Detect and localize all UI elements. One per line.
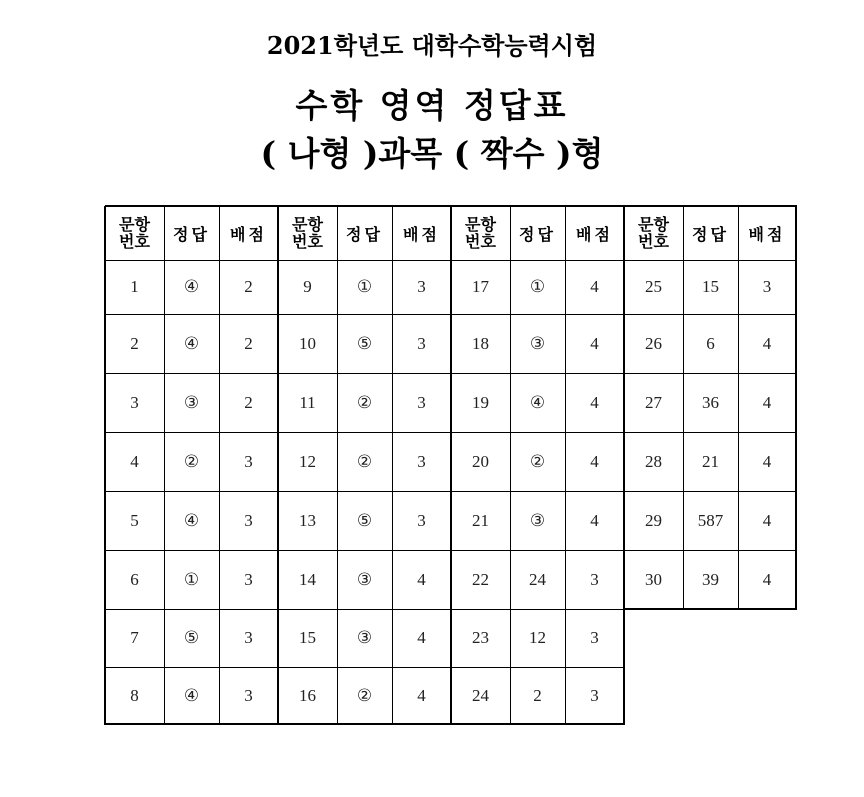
answer-value: ⑤	[183, 628, 200, 647]
answer-value: ③	[529, 510, 546, 530]
answer-value: ④	[183, 510, 200, 530]
answer-value: 39	[702, 569, 719, 589]
table-vertical-rule	[450, 206, 452, 725]
table-vertical-rule	[219, 206, 220, 725]
score-value: 3	[417, 451, 426, 471]
question-number: 14	[299, 569, 316, 589]
header-score: 배점	[576, 224, 613, 244]
answer-value: ①	[356, 277, 373, 296]
score-value: 4	[762, 392, 772, 412]
score-value: 2	[244, 333, 253, 353]
header-question-number	[451, 206, 510, 260]
score-value: 3	[417, 333, 426, 353]
answer-value: ②	[356, 451, 373, 471]
question-number: 19	[472, 392, 489, 412]
score-value: 4	[417, 569, 426, 589]
score-value: 3	[590, 685, 599, 705]
answer-value: ④	[183, 277, 200, 296]
question-number: 29	[645, 510, 662, 530]
answer-value: ②	[356, 685, 373, 705]
header-number-line1: 문항	[638, 215, 669, 234]
table-vertical-rule	[392, 206, 393, 725]
score-value: 3	[417, 392, 426, 412]
page-subtitle: ( 나형 )과목 ( 짝수 )형	[260, 134, 604, 173]
header-score: 배점	[748, 224, 786, 244]
answer-value: 6	[706, 333, 715, 353]
answer-value: 587	[697, 510, 724, 530]
question-number: 26	[645, 333, 662, 353]
table-vertical-rule	[738, 206, 739, 610]
answer-value: ②	[356, 392, 373, 412]
answer-value: ③	[356, 569, 373, 589]
header-question-number	[624, 206, 683, 260]
score-value: 3	[244, 685, 253, 705]
score-value: 4	[590, 392, 599, 412]
header-score: 배점	[230, 224, 267, 244]
table-vertical-rule	[795, 206, 797, 610]
score-value: 3	[244, 569, 253, 589]
question-number: 9	[303, 277, 312, 296]
answer-value: ③	[356, 628, 373, 647]
score-value: 2	[244, 392, 253, 412]
score-value: 3	[417, 510, 426, 530]
question-number: 27	[645, 392, 662, 412]
answer-value: ③	[529, 333, 546, 353]
header-answer: 정답	[692, 224, 729, 244]
header-number-line2: 번호	[465, 232, 496, 251]
question-number: 21	[472, 510, 489, 530]
answer-value: 21	[702, 451, 719, 471]
table-horizontal-rule	[624, 608, 797, 610]
score-value: 3	[417, 277, 426, 296]
header-number-line1: 문항	[119, 215, 150, 234]
score-value: 4	[590, 451, 599, 471]
question-number: 24	[472, 685, 489, 705]
question-number: 12	[299, 451, 316, 471]
question-number: 18	[472, 333, 489, 353]
score-value: 2	[244, 277, 253, 296]
question-number: 10	[299, 333, 316, 353]
answer-value: 15	[702, 277, 719, 296]
question-number: 13	[299, 510, 316, 530]
header-number-line2: 번호	[292, 232, 323, 251]
question-number: 11	[299, 392, 316, 412]
table-vertical-rule	[683, 206, 684, 610]
score-value: 3	[244, 451, 253, 471]
score-value: 4	[762, 451, 772, 471]
answer-value: 24	[529, 569, 546, 589]
question-number: 30	[645, 569, 662, 589]
table-vertical-rule	[623, 206, 625, 725]
question-number: 5	[130, 510, 139, 530]
score-value: 3	[762, 277, 772, 296]
score-value: 4	[417, 685, 426, 705]
page-title: 수학 영역 정답표	[295, 86, 569, 125]
answer-value: ④	[183, 333, 200, 353]
question-number: 17	[472, 277, 489, 296]
table-vertical-rule	[337, 206, 338, 725]
score-value: 4	[590, 277, 599, 296]
answer-value: ④	[183, 685, 200, 705]
question-number: 4	[130, 451, 139, 471]
score-value: 3	[244, 628, 253, 647]
table-vertical-rule	[104, 206, 106, 725]
score-value: 4	[590, 333, 599, 353]
question-number: 28	[645, 451, 662, 471]
score-value: 3	[590, 569, 599, 589]
table-vertical-rule	[510, 206, 511, 725]
question-number: 25	[645, 277, 662, 296]
score-value: 3	[244, 510, 253, 530]
answer-value: 2	[533, 685, 542, 705]
header-score: 배점	[403, 224, 440, 244]
table-vertical-rule	[565, 206, 566, 725]
question-number: 15	[299, 628, 316, 647]
answer-value: ④	[529, 392, 546, 412]
answer-value: ②	[183, 451, 200, 471]
question-number: 22	[472, 569, 489, 589]
question-number: 7	[130, 628, 139, 647]
header-question-number	[105, 206, 164, 260]
answer-value: ⑤	[356, 510, 373, 530]
answer-value: 36	[702, 392, 719, 412]
answer-value: ③	[183, 392, 200, 412]
header-number-line1: 문항	[465, 215, 496, 234]
question-number: 2	[130, 333, 139, 353]
header-answer: 정답	[173, 224, 210, 244]
answer-value: ②	[529, 451, 546, 471]
question-number: 23	[472, 628, 489, 647]
score-value: 4	[417, 628, 426, 647]
question-number: 6	[130, 569, 139, 589]
table-vertical-rule	[277, 206, 279, 725]
score-value: 4	[762, 333, 772, 353]
question-number: 20	[472, 451, 489, 471]
header-number-line1: 문항	[292, 215, 323, 234]
header-answer: 정답	[519, 224, 556, 244]
exam-title: 2021학년도 대학수학능력시험	[266, 31, 598, 60]
header-number-line2: 번호	[119, 232, 150, 251]
question-number: 16	[299, 685, 316, 705]
score-value: 4	[590, 510, 599, 530]
score-value: 4	[762, 510, 772, 530]
table-horizontal-rule	[105, 723, 625, 725]
answer-value: ⑤	[356, 333, 373, 353]
score-value: 4	[762, 569, 772, 589]
header-number-line2: 번호	[638, 232, 669, 251]
question-number: 1	[130, 277, 139, 296]
answer-value: ①	[529, 277, 546, 296]
header-answer: 정답	[346, 224, 383, 244]
question-number: 8	[130, 685, 139, 705]
question-number: 3	[130, 392, 139, 412]
table-vertical-rule	[164, 206, 165, 725]
score-value: 3	[590, 628, 599, 647]
answer-value: ①	[183, 569, 200, 589]
answer-value: 12	[529, 628, 546, 647]
header-question-number	[278, 206, 337, 260]
table-horizontal-rule	[105, 667, 625, 668]
